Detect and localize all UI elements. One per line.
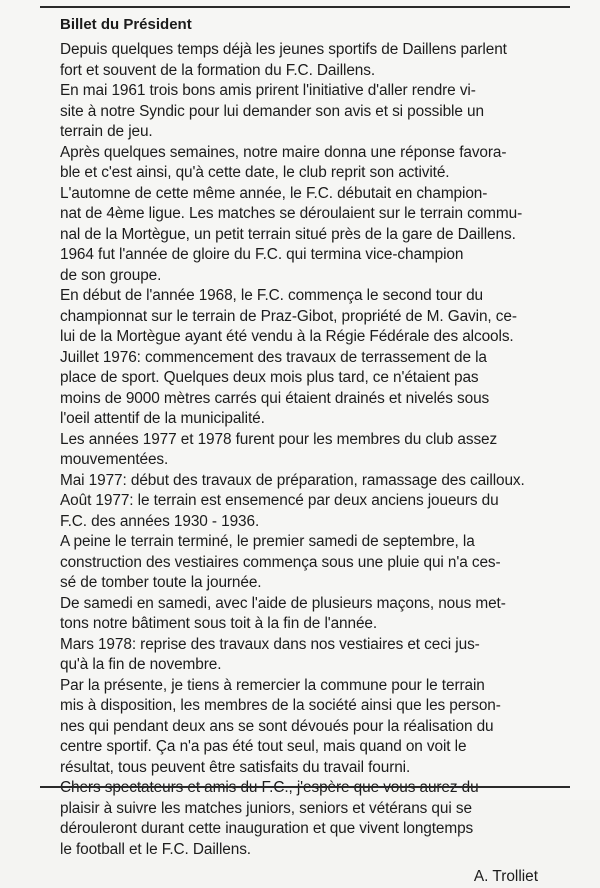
paragraph: 1964 fut l'année de gloire du F.C. qui termina vice-champion de son groupe.: [60, 246, 464, 284]
top-rule: [40, 6, 570, 8]
article: [60, 14, 542, 888]
paragraph: L'automne de cette même année, le F.C. débutait en champion- nat de 4ème ligue. Les matches se déroulaient sur le terrain commu- nal de la Mortègue, un petit terrain situé près de la gare de Daillens.: [60, 184, 523, 243]
bottom-rule: [40, 786, 570, 788]
paragraph: Par la présente, je tiens à remercier la commune pour le terrain mis à disposition, les membres de la société ainsi que les person- nes qui pendant deux ans se sont dévoués pour la réalisation du centre sportif. Ça n'a pas été tout seul, mais quand on voit le résultat, tous peuvent être satisfaits du travail fourni.: [60, 676, 501, 776]
paragraph: Depuis quelques temps déjà les jeunes sportifs de Daillens parlent fort et souvent de la formation du F.C. Daillens.: [60, 41, 507, 79]
paragraph: De samedi en samedi, avec l'aide de plusieurs maçons, nous met- tons notre bâtiment sous toit à la fin de l'année.: [60, 594, 506, 632]
signature: A. Trolliet: [473, 868, 538, 885]
paragraph: Mai 1977: début des travaux de préparation, ramassage des cailloux.: [60, 471, 525, 489]
paragraph: Mars 1978: reprise des travaux dans nos vestiaires et ceci jus- qu'à la fin de novembre.: [60, 635, 480, 673]
paragraph: Les années 1977 et 1978 furent pour les membres du club assez mouvementées.: [60, 430, 498, 468]
paragraph: A peine le terrain terminé, le premier samedi de septembre, la construction des vestiaires commença sous une pluie qui n'a ces- sé de tomber toute la journée.: [60, 533, 501, 591]
paragraph: plaisir à suivre les matches juniors, seniors et vétérans qui se dérouleront durant cette inauguration et que vivent longtemps le football et le F.C. Daillens.: [60, 799, 474, 858]
paragraph: Juillet 1976: commencement des travaux de terrassement de la place de sport. Quelques deux mois plus tard, ce n'étaient pas moins de 9000 mètres carrés qui étaient drainés et nivelés sous l'oeil attentif de la municipalité.: [60, 348, 490, 427]
article-title: Billet du Président: [60, 16, 192, 33]
paragraph: Après quelques semaines, notre maire donna une réponse favora- ble et c'est ainsi, qu'à cette date, le club reprit son activité.: [60, 143, 507, 181]
paragraph: En mai 1961 trois bons amis prirent l'initiative d'aller rendre vi- site à notre Syndic pour lui demander son avis et si possible un terrain de jeu.: [60, 82, 484, 140]
paragraph: En début de l'année 1968, le F.C. commença le second tour du championnat sur le terrain de Praz-Gibot, propriété de M. Gavin, ce- lui de la Mortègue ayant été vendu à la Régie Fédérale des alcools.: [60, 287, 517, 345]
paragraph: Août 1977: le terrain est ensemencé par deux anciens joueurs du F.C. des années 1930 - 1936.: [60, 492, 499, 530]
